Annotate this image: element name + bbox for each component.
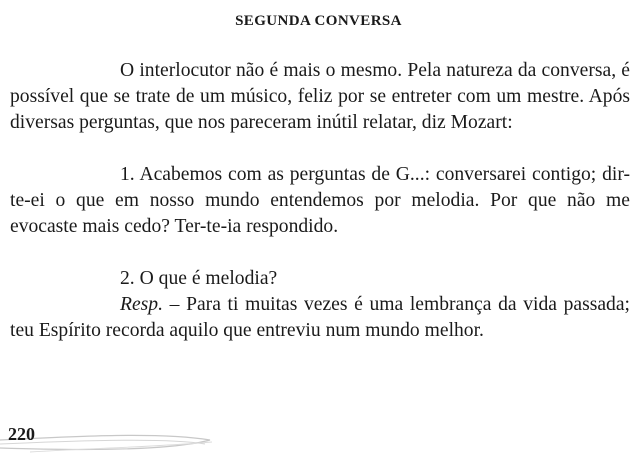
page-number: 220 — [8, 424, 35, 444]
paragraph-answer-2 — [10, 292, 630, 344]
paragraph-intro: O interlocutor não é mais o mesmo. Pela natureza da conversa, é possível que se trate de um músico, feliz por se entreter com um mestre. Após diversas perguntas, que nos pareceram inútil relatar, diz Mozart: — [10, 60, 630, 133]
resp-label: Resp. — [120, 294, 163, 315]
answer-text: – Para ti muitas vezes é uma lembrança da vida passada; teu Espírito recorda aquilo que entreviu num mundo melhor. — [10, 294, 630, 341]
paragraph-gap — [10, 240, 630, 266]
body-text — [10, 58, 630, 344]
chapter-heading: SEGUNDA CONVERSA — [235, 13, 402, 29]
paragraph-gap — [10, 136, 630, 162]
paragraph-question-2: 2. O que é melodia? — [120, 268, 278, 289]
footer-swoosh-ornament — [0, 418, 637, 459]
paragraph-question-1: 1. Acabemos com as perguntas de G...: conversarei contigo; dir-te-ei o que em nosso mundo entendemos por melodia. Por que não me evocaste mais cedo? Ter-te-ia respondido. — [10, 164, 630, 237]
